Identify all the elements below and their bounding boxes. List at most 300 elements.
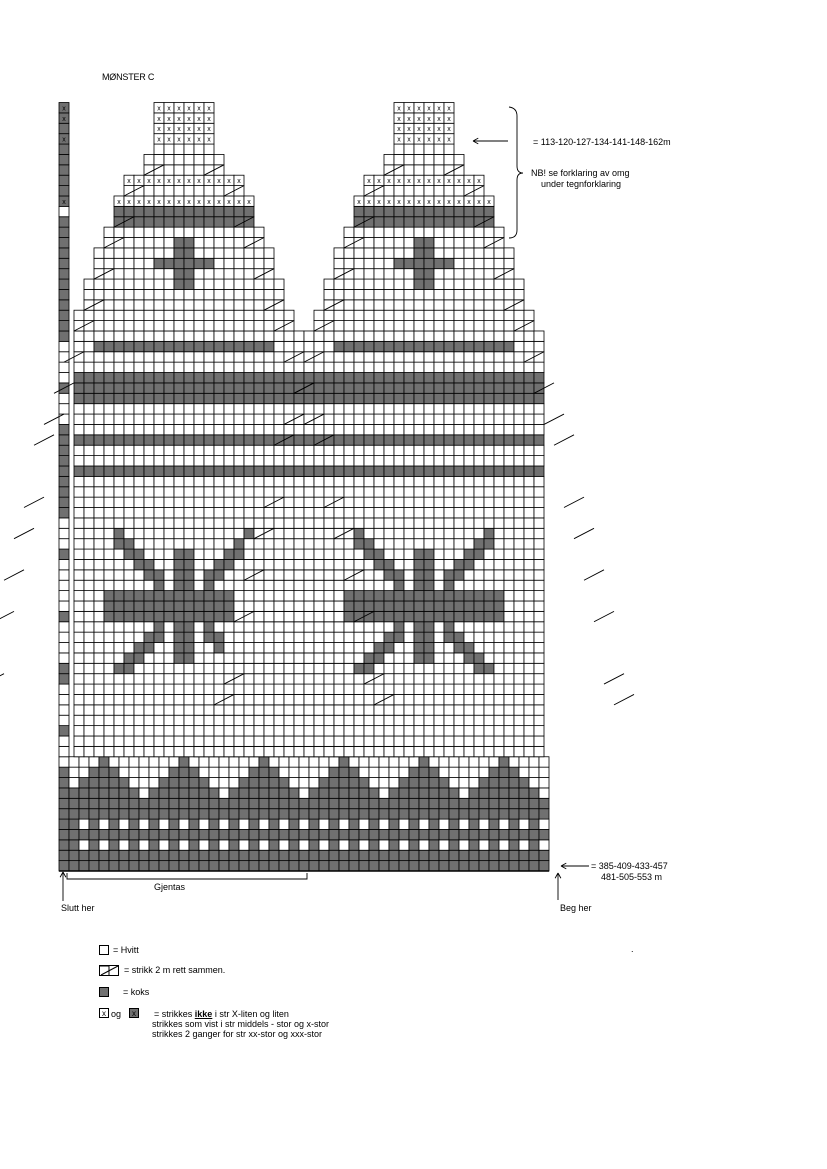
base-cell bbox=[379, 757, 389, 767]
tree2-cell bbox=[434, 445, 444, 455]
tree2-cell bbox=[464, 269, 474, 279]
x-mark: x bbox=[417, 178, 421, 186]
tree2-cell bbox=[514, 601, 524, 611]
tree1-cell bbox=[134, 580, 144, 590]
tree2-cell bbox=[414, 435, 424, 445]
x-mark: x bbox=[157, 178, 161, 186]
tree1-cell bbox=[184, 227, 194, 237]
base-cell bbox=[289, 778, 299, 788]
tree2-cell bbox=[404, 331, 414, 341]
tree1-cell bbox=[84, 373, 94, 383]
tree2-cell bbox=[314, 456, 324, 466]
tree2-cell bbox=[414, 269, 424, 279]
tree2-cell bbox=[444, 217, 454, 227]
tree1-cell bbox=[154, 456, 164, 466]
tree2-cell bbox=[434, 601, 444, 611]
tree2-cell bbox=[364, 258, 374, 268]
base-cell bbox=[229, 767, 239, 777]
tree1-cell bbox=[184, 424, 194, 434]
tree1-cell bbox=[94, 466, 104, 476]
tree2-cell bbox=[344, 456, 354, 466]
tree1-cell bbox=[134, 414, 144, 424]
tree2-cell bbox=[534, 622, 544, 632]
tree1-cell bbox=[74, 715, 84, 725]
tree2-cell bbox=[484, 466, 494, 476]
base-cell bbox=[239, 829, 249, 839]
tree2-cell bbox=[314, 435, 324, 445]
tree2-cell bbox=[374, 736, 384, 746]
tree1-cell bbox=[144, 404, 154, 414]
tree2-cell bbox=[214, 736, 224, 746]
tree1-cell bbox=[94, 528, 104, 538]
base-cell bbox=[129, 757, 139, 767]
tree2-cell bbox=[314, 591, 324, 601]
base-cell bbox=[259, 788, 269, 798]
tree1-cell bbox=[194, 238, 204, 248]
tree2-cell bbox=[244, 663, 254, 673]
tree1-cell bbox=[214, 611, 224, 621]
tree2-cell bbox=[424, 684, 434, 694]
x-mark: x bbox=[397, 198, 401, 206]
tree2-cell bbox=[274, 528, 284, 538]
base-cell bbox=[229, 798, 239, 808]
tree2-cell bbox=[384, 466, 394, 476]
tree2-cell bbox=[384, 549, 394, 559]
tree2-cell bbox=[464, 393, 474, 403]
tree2-cell bbox=[504, 321, 514, 331]
tree2-cell bbox=[454, 310, 464, 320]
base-cell bbox=[349, 809, 359, 819]
tree2-cell bbox=[514, 539, 524, 549]
tree1-cell bbox=[144, 487, 154, 497]
tree1-cell bbox=[144, 528, 154, 538]
base-cell bbox=[339, 809, 349, 819]
tree2-cell bbox=[364, 310, 374, 320]
tree2-cell bbox=[334, 258, 344, 268]
tree2-cell bbox=[224, 663, 234, 673]
tree1-cell bbox=[84, 476, 94, 486]
tree1-cell bbox=[114, 663, 124, 673]
base-cell bbox=[289, 840, 299, 850]
tree1-cell bbox=[224, 393, 234, 403]
tree2-cell bbox=[324, 715, 334, 725]
tree2-cell bbox=[344, 622, 354, 632]
tree2-cell bbox=[504, 466, 514, 476]
tree2-cell bbox=[294, 487, 304, 497]
tree1-cell bbox=[194, 186, 204, 196]
tree2-cell bbox=[484, 352, 494, 362]
tree2-cell bbox=[454, 154, 464, 164]
base-cell bbox=[229, 819, 239, 829]
tree2-cell bbox=[434, 611, 444, 621]
base-cell bbox=[339, 861, 349, 871]
tree1-cell bbox=[214, 559, 224, 569]
tree2-cell bbox=[274, 476, 284, 486]
tree1-cell bbox=[84, 694, 94, 704]
base-cell bbox=[199, 798, 209, 808]
base-cell bbox=[139, 767, 149, 777]
tree2-cell bbox=[374, 424, 384, 434]
tree2-cell bbox=[294, 497, 304, 507]
base-cell bbox=[149, 850, 159, 860]
tree2-cell bbox=[344, 632, 354, 642]
k2tog-mark bbox=[584, 570, 604, 580]
tree2-cell bbox=[354, 217, 364, 227]
tree1-cell bbox=[144, 362, 154, 372]
tree1-cell bbox=[194, 466, 204, 476]
base-cell bbox=[109, 778, 119, 788]
tree1-cell bbox=[244, 258, 254, 268]
tree1-cell bbox=[124, 715, 134, 725]
tree1-cell bbox=[194, 549, 204, 559]
tree2-cell bbox=[514, 352, 524, 362]
base-cell bbox=[349, 778, 359, 788]
tree2-cell bbox=[504, 248, 514, 258]
tree2-cell bbox=[314, 362, 324, 372]
base-cell bbox=[139, 829, 149, 839]
tree1-cell bbox=[94, 352, 104, 362]
tree2-cell bbox=[324, 414, 334, 424]
tree2-cell bbox=[424, 445, 434, 455]
tree2-cell bbox=[514, 663, 524, 673]
tree2-cell bbox=[274, 518, 284, 528]
edge-cell bbox=[59, 539, 69, 549]
tree2-cell bbox=[424, 674, 434, 684]
tree1-cell bbox=[264, 424, 274, 434]
tree1-cell bbox=[244, 341, 254, 351]
base-cell bbox=[269, 829, 279, 839]
tree2-cell bbox=[374, 217, 384, 227]
edge-cell bbox=[59, 445, 69, 455]
tree2-cell bbox=[264, 559, 274, 569]
base-cell bbox=[429, 767, 439, 777]
tree2-cell bbox=[244, 715, 254, 725]
x-mark: x bbox=[62, 136, 66, 144]
tree1-cell bbox=[214, 300, 224, 310]
tree1-cell bbox=[84, 726, 94, 736]
tree1-cell bbox=[124, 289, 134, 299]
x-mark: x bbox=[137, 178, 141, 186]
tree1-cell bbox=[174, 528, 184, 538]
tree2-cell bbox=[344, 393, 354, 403]
tree2-cell bbox=[504, 653, 514, 663]
base-cell bbox=[389, 798, 399, 808]
tree2-cell bbox=[404, 705, 414, 715]
x-mark: x bbox=[207, 126, 211, 134]
tree2-cell bbox=[534, 331, 544, 341]
x-mark: x bbox=[177, 115, 181, 123]
base-cell bbox=[339, 850, 349, 860]
tree1-cell bbox=[184, 456, 194, 466]
tree2-cell bbox=[324, 362, 334, 372]
k2tog-mark bbox=[564, 497, 584, 507]
tree1-cell bbox=[234, 404, 244, 414]
base-cell bbox=[309, 778, 319, 788]
tree1-cell bbox=[174, 539, 184, 549]
tree2-cell bbox=[324, 726, 334, 736]
base-cell bbox=[169, 778, 179, 788]
tree2-cell bbox=[444, 373, 454, 383]
tree2-cell bbox=[214, 726, 224, 736]
tree2-cell bbox=[454, 456, 464, 466]
tree2-cell bbox=[494, 694, 504, 704]
tree1-cell bbox=[194, 632, 204, 642]
tree2-cell bbox=[494, 528, 504, 538]
tree1-cell bbox=[124, 653, 134, 663]
tree2-cell bbox=[524, 674, 534, 684]
tree1-cell bbox=[254, 269, 264, 279]
base-cell bbox=[389, 840, 399, 850]
tree2-cell bbox=[374, 186, 384, 196]
tree1-cell bbox=[214, 435, 224, 445]
base-cell bbox=[69, 809, 79, 819]
tree2-cell bbox=[494, 279, 504, 289]
tree2-cell bbox=[404, 684, 414, 694]
tree1-cell bbox=[104, 736, 114, 746]
base-cell bbox=[99, 767, 109, 777]
tree1-cell bbox=[214, 632, 224, 642]
tree2-cell bbox=[394, 632, 404, 642]
tree2-cell bbox=[434, 352, 444, 362]
tree2-cell bbox=[264, 591, 274, 601]
tree2-cell bbox=[424, 383, 434, 393]
tree2-cell bbox=[384, 487, 394, 497]
tree1-cell bbox=[194, 445, 204, 455]
base-cell bbox=[259, 819, 269, 829]
tree2-cell bbox=[504, 404, 514, 414]
tree2-cell bbox=[484, 331, 494, 341]
tree1-cell bbox=[194, 622, 204, 632]
base-cell bbox=[199, 840, 209, 850]
tree2-cell bbox=[494, 456, 504, 466]
tree2-cell bbox=[324, 643, 334, 653]
base-cell bbox=[409, 850, 419, 860]
tree2-cell bbox=[204, 715, 214, 725]
tree2-cell bbox=[234, 715, 244, 725]
tree2-cell bbox=[454, 632, 464, 642]
tree1-cell bbox=[144, 435, 154, 445]
tree2-cell bbox=[434, 549, 444, 559]
tree1-cell bbox=[214, 508, 224, 518]
tree1-cell bbox=[254, 321, 264, 331]
tree1-cell bbox=[144, 476, 154, 486]
base-cell bbox=[469, 819, 479, 829]
tree2-cell bbox=[364, 611, 374, 621]
tree2-cell bbox=[394, 445, 404, 455]
tree2-cell bbox=[354, 321, 364, 331]
tree2-cell bbox=[454, 258, 464, 268]
tree1-cell bbox=[274, 404, 284, 414]
tree2-cell bbox=[474, 528, 484, 538]
tree1-cell bbox=[114, 746, 124, 756]
tree2-cell bbox=[434, 705, 444, 715]
tree2-cell bbox=[264, 726, 274, 736]
top-stitch-count: = 113-120-127-134-141-148-162m bbox=[533, 137, 671, 147]
k2tog-mark bbox=[14, 528, 34, 538]
tree2-cell bbox=[374, 476, 384, 486]
tree2-cell bbox=[314, 518, 324, 528]
tree2-cell bbox=[344, 663, 354, 673]
tree1-cell bbox=[134, 611, 144, 621]
tree2-cell bbox=[354, 476, 364, 486]
tree1-cell bbox=[164, 611, 174, 621]
tree2-cell bbox=[344, 528, 354, 538]
tree2-cell bbox=[534, 393, 544, 403]
edge-cell bbox=[59, 850, 69, 860]
base-cell bbox=[119, 861, 129, 871]
base-cell bbox=[529, 788, 539, 798]
tree1-cell bbox=[224, 331, 234, 341]
tree1-cell bbox=[94, 300, 104, 310]
tree2-cell bbox=[374, 445, 384, 455]
tree2-cell bbox=[324, 373, 334, 383]
tree1-cell bbox=[104, 726, 114, 736]
tree2-cell bbox=[304, 373, 314, 383]
tree1-cell bbox=[104, 383, 114, 393]
tree2-cell bbox=[204, 736, 214, 746]
tree1-cell bbox=[164, 549, 174, 559]
tree2-cell bbox=[344, 601, 354, 611]
tree1-cell bbox=[204, 227, 214, 237]
tree1-cell bbox=[214, 404, 224, 414]
base-cell bbox=[509, 767, 519, 777]
tree2-cell bbox=[344, 310, 354, 320]
tree2-cell bbox=[364, 206, 374, 216]
tree1-cell bbox=[94, 289, 104, 299]
tree2-cell bbox=[434, 373, 444, 383]
tree2-cell bbox=[224, 632, 234, 642]
tree2-cell bbox=[474, 206, 484, 216]
tree2-cell bbox=[504, 518, 514, 528]
tree2-cell bbox=[464, 466, 474, 476]
tree2-cell bbox=[254, 622, 264, 632]
edge-cell bbox=[59, 663, 69, 673]
base-cell bbox=[89, 819, 99, 829]
legend-x-line1-pre: = strikkes bbox=[154, 1009, 193, 1019]
base-cell bbox=[119, 798, 129, 808]
base-cell bbox=[139, 840, 149, 850]
tree1-cell bbox=[94, 393, 104, 403]
tree1-cell bbox=[234, 269, 244, 279]
tree2-cell bbox=[464, 663, 474, 673]
tree2-cell bbox=[344, 539, 354, 549]
tree2-cell bbox=[424, 518, 434, 528]
tree2-cell bbox=[304, 622, 314, 632]
tree1-cell bbox=[94, 611, 104, 621]
base-cell bbox=[279, 778, 289, 788]
base-cell bbox=[269, 809, 279, 819]
base-cell bbox=[119, 757, 129, 767]
tree2-cell bbox=[344, 705, 354, 715]
tree2-cell bbox=[454, 487, 464, 497]
tree1-cell bbox=[224, 373, 234, 383]
tree2-cell bbox=[484, 445, 494, 455]
tree2-cell bbox=[464, 238, 474, 248]
tree2-cell bbox=[444, 487, 454, 497]
tree2-cell bbox=[454, 341, 464, 351]
tree2-cell bbox=[424, 663, 434, 673]
tree2-cell bbox=[244, 539, 254, 549]
tree1-cell bbox=[134, 715, 144, 725]
tree1-cell bbox=[264, 352, 274, 362]
tree1-cell bbox=[194, 611, 204, 621]
tree2-cell bbox=[364, 726, 374, 736]
tree2-cell bbox=[394, 154, 404, 164]
base-cell bbox=[489, 819, 499, 829]
tree1-cell bbox=[184, 414, 194, 424]
tree2-cell bbox=[444, 694, 454, 704]
tree2-cell bbox=[474, 352, 484, 362]
x-mark: x bbox=[147, 178, 151, 186]
base-cell bbox=[469, 778, 479, 788]
tree2-cell bbox=[304, 414, 314, 424]
tree2-cell bbox=[454, 726, 464, 736]
tree1-cell bbox=[204, 321, 214, 331]
tree2-cell bbox=[334, 518, 344, 528]
edge-cell bbox=[59, 798, 69, 808]
tree1-cell bbox=[194, 154, 204, 164]
base-cell bbox=[319, 778, 329, 788]
tree2-cell bbox=[534, 466, 544, 476]
tree1-cell bbox=[244, 487, 254, 497]
tree1-cell bbox=[254, 300, 264, 310]
tree2-cell bbox=[444, 684, 454, 694]
base-cell bbox=[399, 819, 409, 829]
tree2-cell bbox=[374, 373, 384, 383]
tree2-cell bbox=[534, 497, 544, 507]
tree2-cell bbox=[244, 653, 254, 663]
tree2-cell bbox=[434, 414, 444, 424]
edge-cell bbox=[59, 217, 69, 227]
tree2-cell bbox=[374, 643, 384, 653]
tree1-cell bbox=[204, 559, 214, 569]
tree2-cell bbox=[314, 663, 324, 673]
x-mark: x bbox=[207, 136, 211, 144]
base-cell bbox=[379, 829, 389, 839]
tree1-cell bbox=[154, 154, 164, 164]
tree2-cell bbox=[484, 456, 494, 466]
edge-cell bbox=[59, 373, 69, 383]
tree2-cell bbox=[484, 580, 494, 590]
tree1-cell bbox=[114, 549, 124, 559]
tree2-cell bbox=[514, 404, 524, 414]
base-cell bbox=[529, 819, 539, 829]
base-cell bbox=[239, 778, 249, 788]
tree2-cell bbox=[374, 362, 384, 372]
tree1-cell bbox=[124, 570, 134, 580]
x-mark: x bbox=[427, 178, 431, 186]
base-cell bbox=[369, 757, 379, 767]
tree1-cell bbox=[194, 508, 204, 518]
base-cell bbox=[229, 840, 239, 850]
base-cell bbox=[199, 757, 209, 767]
tree2-cell bbox=[504, 352, 514, 362]
base-cell bbox=[209, 757, 219, 767]
tree1-cell bbox=[234, 289, 244, 299]
tree1-cell bbox=[224, 383, 234, 393]
tree2-cell bbox=[474, 404, 484, 414]
tree2-cell bbox=[504, 310, 514, 320]
tree2-cell bbox=[344, 580, 354, 590]
tree2-cell bbox=[394, 300, 404, 310]
tree2-cell bbox=[504, 726, 514, 736]
base-cell bbox=[109, 819, 119, 829]
tree2-cell bbox=[284, 591, 294, 601]
tree1-cell bbox=[234, 258, 244, 268]
tree2-cell bbox=[434, 715, 444, 725]
tree1-cell bbox=[154, 736, 164, 746]
tree2-cell bbox=[364, 570, 374, 580]
